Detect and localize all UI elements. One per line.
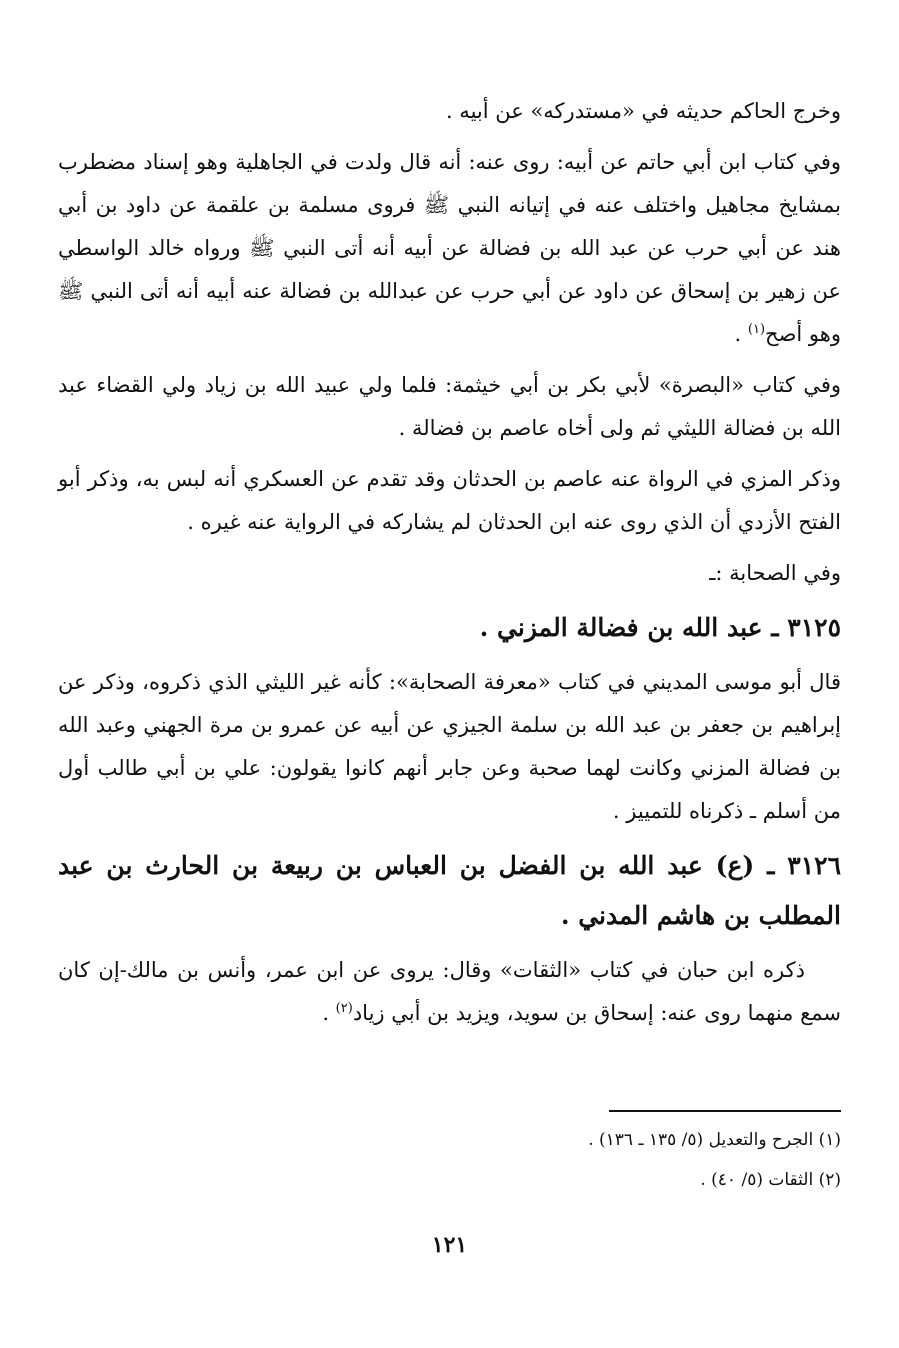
footnote-divider xyxy=(609,1110,841,1112)
paragraph-ibn-abi-hatim: وفي كتاب ابن أبي حاتم عن أبيه: روى عنه: أنه قال ولدت في الجاهلية وهو إسناد مضطرب بمشايخ مجاهيل واختلف عنه في إتيانه النبي ﷺ فروى مسلمة بن علقمة عن داود بن أبي هند عن أبي حرب عن عبد الله بن فضالة عن أبيه أنه أتى النبي ﷺ ورواه خالد الواسطي عن زهير بن إسحاق عن داود عن أبي حرب عن عبدالله بن فضالة عنه أبيه أنه أتى النبي ﷺ وهو أصح$^{(١)}$ . xyxy=(58,150,841,346)
paragraph-basra: وفي كتاب «البصرة» لأبي بكر بن أبي خيثمة: فلما ولي عبيد الله بن زياد ولي القضاء عبد الله بن فضالة الليثي ثم ولى أخاه عاصم بن فضالة . xyxy=(58,373,841,440)
footnote-1: (١) الجرح والتعديل (٥/ ١٣٥ ـ ١٣٦) . xyxy=(588,1130,841,1150)
paragraph-mizzi: وذكر المزي في الرواة عنه عاصم بن الحدثان وقد تقدم عن العسكري أنه لبس به، وذكر أبو الفتح الأزدي أن الذي روى عنه ابن الحدثان لم يشاركه في الرواية عنه غيره . xyxy=(58,467,841,534)
entry-heading-3125: ٣١٢٥ ـ عبد الله بن فضالة المزني . xyxy=(479,613,841,642)
footnote-marker-2: (٢) xyxy=(335,1001,353,1016)
footnotes xyxy=(58,1120,841,1200)
footnote-2: (٢) الثقات (٥/ ٤٠) . xyxy=(700,1170,841,1190)
entry-heading-3126: ٣١٢٦ ـ (ع) عبد الله بن الفضل بن العباس بن ربيعة بن الحارث بن عبد المطلب بن هاشم المدني . xyxy=(58,851,841,930)
entry-text-3126: ذكره ابن حبان في كتاب «الثقات» وقال: يروى عن ابن عمر، وأنس بن مالك-إن كان سمع منهما روى عنه: إسحاق بن سويد، ويزيد بن أبي زياد$^{(٢)}$ . xyxy=(58,958,841,1025)
page-number: ١٢١ xyxy=(431,1232,468,1258)
paragraph-hakim: وخرج الحاكم حديثه في «مستدركه» عن أبيه . xyxy=(445,99,841,123)
paragraph-sahaba: وفي الصحابة :ـ xyxy=(709,561,841,585)
paragraph-ibn-abi-hatim-text: وفي كتاب ابن أبي حاتم عن أبيه: روى عنه: أنه قال ولدت في الجاهلية وهو إسناد مضطرب بمشايخ مجاهيل واختلف عنه في إتيانه النبي ﷺ فروى مسلمة بن علقمة عن داود بن أبي هند عن أبي حرب عن عبد الله بن فضالة عن أبيه أنه أتى النبي ﷺ ورواه خالد الواسطي عن زهير بن إسحاق عن داود عن أبي حرب عن عبدالله بن فضالة عنه أبيه أنه أتى النبي ﷺ وهو أصح xyxy=(58,150,841,346)
entry-text-3126-body: ذكره ابن حبان في كتاب «الثقات» وقال: يروى عن ابن عمر، وأنس بن مالك-إن كان سمع منهما روى عنه: إسحاق بن سويد، ويزيد بن أبي زياد xyxy=(58,958,841,1025)
entry-text-3125: قال أبو موسى المديني في كتاب «معرفة الصحابة»: كأنه غير الليثي الذي ذكروه، وذكر عن إبراهيم بن جعفر بن عبد الله بن سلمة الجيزي عن أبيه عن عمرو بن مرة الجهني وعبد الله بن فضالة المزني وكانت لهما صحبة وعن جابر أنهم كانوا يقولون: علي بن أبي طالب أول من أسلم ـ ذكرناه للتمييز . xyxy=(58,670,842,823)
footnote-marker-1: (١) xyxy=(747,322,766,337)
main-text xyxy=(58,90,841,1043)
